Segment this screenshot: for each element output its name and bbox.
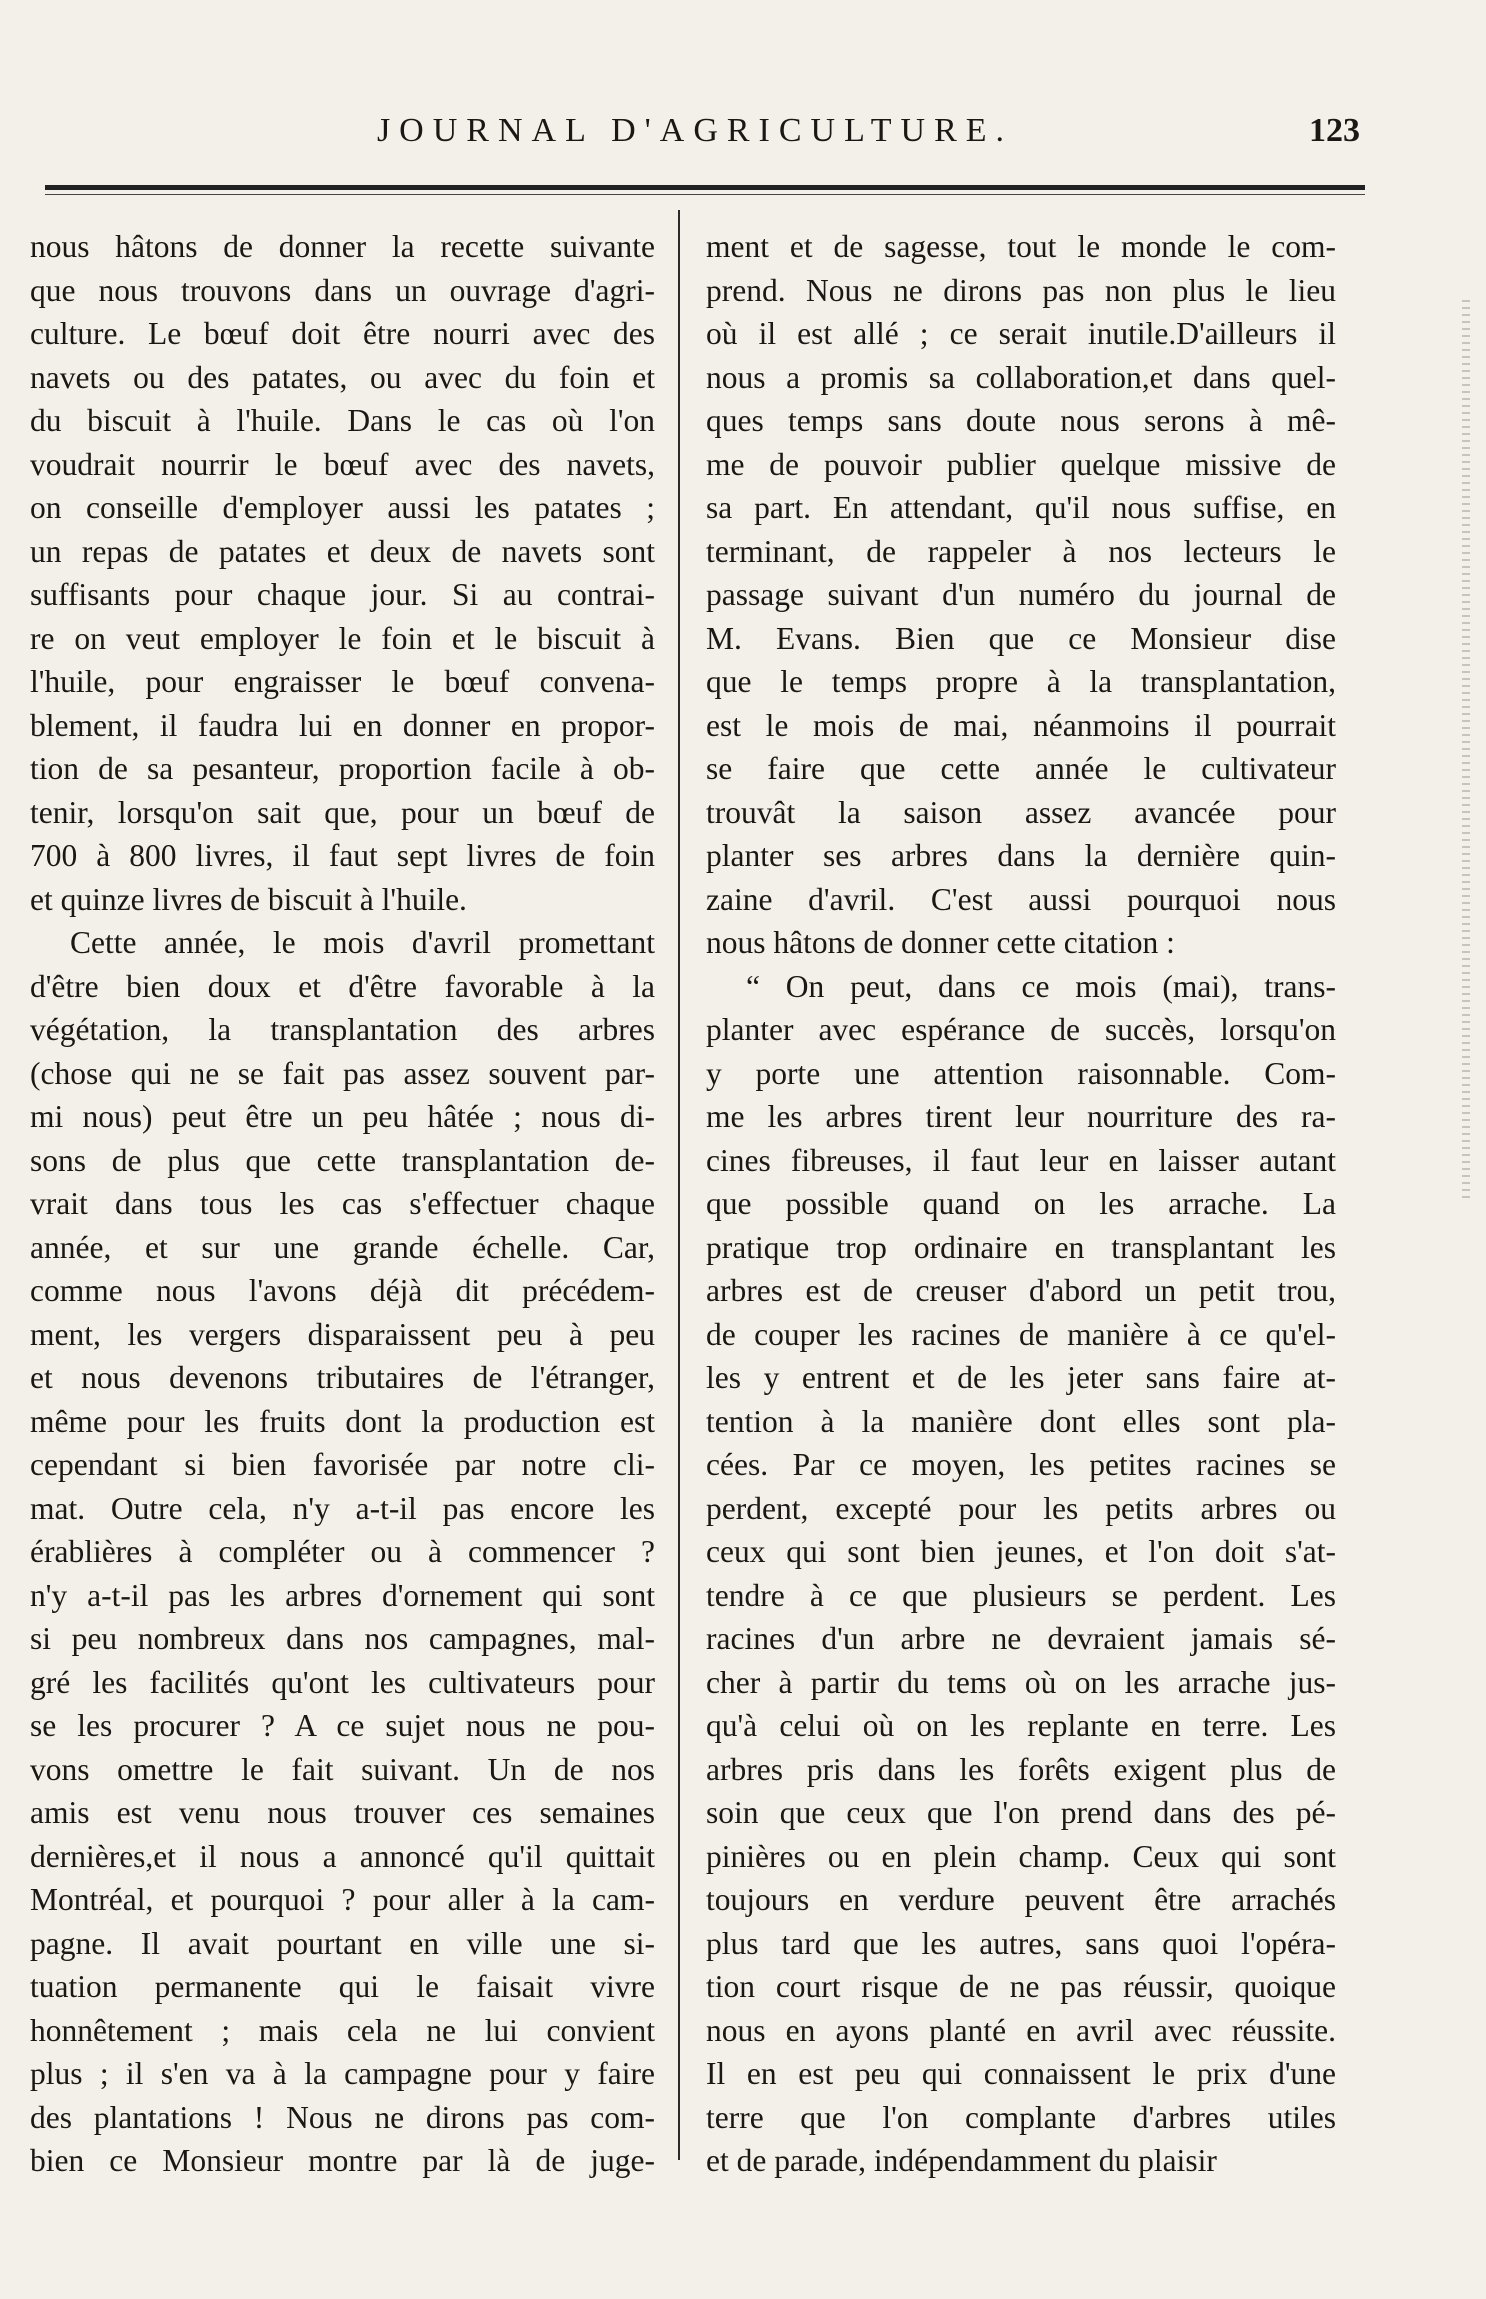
text-line: d'être bien doux et d'être favorable à la <box>30 968 655 1004</box>
text-line: ment et de sagesse, tout le monde le com- <box>706 229 1336 264</box>
text-line: prend. Nous ne dirons pas non plus le lieu <box>706 272 1336 308</box>
text-line: dernières,et il nous a annoncé qu'il quittait <box>30 1838 655 1874</box>
text-line: planter ses arbres dans la dernière quin- <box>706 838 1336 873</box>
text-line: nous en ayons planté en avril avec réussite. <box>706 2012 1336 2048</box>
text-line: terminant, de rappeler à nos lecteurs le <box>706 533 1336 569</box>
text-line: si peu nombreux dans nos campagnes, mal- <box>30 1621 655 1656</box>
text-line: ques temps sans doute nous serons à mê- <box>706 403 1336 438</box>
text-line: racines d'un arbre ne devraient jamais sé- <box>706 1621 1336 1656</box>
text-line: nous hâtons de donner la recette suivante <box>30 229 655 264</box>
left-column <box>30 225 655 2183</box>
text-line: perdent, excepté pour les petits arbres ou <box>706 1490 1336 1526</box>
text-line: vrait dans tous les cas s'effectuer chaque <box>30 1186 655 1221</box>
text-line: qu'à celui où on les replante en terre. Les <box>706 1708 1336 1743</box>
text-line: nous hâtons de donner cette citation : <box>706 925 1175 960</box>
text-line: tuation permanente qui le faisait vivre <box>30 1969 655 2004</box>
text-line: y porte une attention raisonnable. Com- <box>706 1055 1336 1091</box>
text-line: mi nous) peut être un peu hâtée ; nous di- <box>30 1099 655 1134</box>
text-line: “ On peut, dans ce mois (mai), trans- <box>746 968 1336 1004</box>
text-line: sa part. En attendant, qu'il nous suffise, en <box>706 490 1336 525</box>
text-line: amis est venu nous trouver ces semaines <box>30 1795 655 1830</box>
text-line: tention à la manière dont elles sont pla- <box>706 1403 1336 1439</box>
text-line: tenir, lorsqu'on sait que, pour un bœuf de <box>30 794 655 830</box>
text-line: me de pouvoir publier quelque missive de <box>706 446 1336 482</box>
text-line: terre que l'on complante d'arbres utiles <box>706 2099 1336 2135</box>
text-line: cines fibreuses, il faut leur en laisser autant <box>706 1142 1336 1178</box>
text-line: passage suivant d'un numéro du journal de <box>706 577 1336 612</box>
margin-bleed-marks <box>1462 300 1470 1200</box>
text-line: blement, il faudra lui en donner en propor- <box>30 707 655 743</box>
text-line: nous a promis sa collaboration,et dans quel- <box>706 359 1336 395</box>
text-line: culture. Le bœuf doit être nourri avec des <box>30 316 655 351</box>
text-line: ceux qui sont bien jeunes, et l'on doit s'at- <box>706 1534 1336 1569</box>
text-line: que possible quand on les arrache. La <box>706 1186 1336 1221</box>
text-line: cher à partir du tems où on les arrache jus- <box>706 1664 1336 1700</box>
text-line: que le temps propre à la transplantation, <box>706 664 1336 699</box>
text-line: les y entrent et de les jeter sans faire at- <box>706 1360 1336 1395</box>
text-line: vons omettre le fait suivant. Un de nos <box>30 1751 655 1787</box>
text-line: toujours en verdure peuvent être arrachés <box>706 1882 1336 1917</box>
text-line: suffisants pour chaque jour. Si au contrai- <box>30 577 655 612</box>
text-line: mat. Outre cela, n'y a-t-il pas encore les <box>30 1490 655 1526</box>
text-line: même pour les fruits dont la production est <box>30 1403 655 1439</box>
page-number: 123 <box>1309 112 1360 149</box>
text-line: plus tard que les autres, sans quoi l'opéra- <box>706 1925 1336 1961</box>
page-header <box>30 112 1360 160</box>
text-line: pinières ou en plein champ. Ceux qui sont <box>706 1838 1336 1874</box>
text-line: tion de sa pesanteur, proportion facile à ob- <box>30 751 655 786</box>
text-line: Montréal, et pourquoi ? pour aller à la cam- <box>30 1882 655 1917</box>
right-column <box>706 225 1336 2183</box>
text-line: érablières à compléter ou à commencer ? <box>30 1534 655 1569</box>
text-line: (chose qui ne se fait pas assez souvent par- <box>30 1055 655 1091</box>
text-line: n'y a-t-il pas les arbres d'ornement qui sont <box>30 1577 655 1613</box>
text-line: zaine d'avril. C'est aussi pourquoi nous <box>706 881 1336 917</box>
text-line: cées. Par ce moyen, les petites racines se <box>706 1447 1336 1482</box>
text-line: où il est allé ; ce serait inutile.D'ailleurs il <box>706 316 1336 351</box>
text-line: année, et sur une grande échelle. Car, <box>30 1229 655 1265</box>
text-line: et nous devenons tributaires de l'étranger, <box>30 1360 655 1395</box>
text-line: 700 à 800 livres, il faut sept livres de foin <box>30 838 655 873</box>
text-line: pagne. Il avait pourtant en ville une si- <box>30 1925 655 1961</box>
text-line: cependant si bien favorisée par notre cli- <box>30 1447 655 1482</box>
text-line: pratique trop ordinaire en transplantant les <box>706 1229 1336 1265</box>
text-line: Il en est peu qui connaissent le prix d'une <box>706 2056 1336 2091</box>
text-line: se les procurer ? A ce sujet nous ne pou- <box>30 1708 655 1743</box>
running-title: JOURNAL D'AGRICULTURE. <box>376 112 1014 149</box>
text-line: Cette année, le mois d'avril promettant <box>70 925 655 960</box>
text-line: gré les facilités qu'ont les cultivateurs pour <box>30 1664 655 1700</box>
text-line: trouvât la saison assez avancée pour <box>706 794 1336 830</box>
text-line: des plantations ! Nous ne dirons pas com- <box>30 2099 655 2135</box>
text-line: on conseille d'employer aussi les patates ; <box>30 490 655 525</box>
header-rule-thin <box>45 194 1365 195</box>
text-line: sons de plus que cette transplantation de- <box>30 1142 655 1178</box>
text-line: voudrait nourrir le bœuf avec des navets, <box>30 446 655 482</box>
text-line: tendre à ce que plusieurs se perdent. Les <box>706 1577 1336 1613</box>
text-line: ment, les vergers disparaissent peu à peu <box>30 1316 655 1352</box>
text-line: soin que ceux que l'on prend dans des pé- <box>706 1795 1336 1830</box>
text-line: comme nous l'avons déjà dit précédem- <box>30 1273 655 1308</box>
text-line: plus ; il s'en va à la campagne pour y faire <box>30 2056 655 2091</box>
text-line: planter avec espérance de succès, lorsqu'on <box>706 1012 1336 1047</box>
text-line: tion court risque de ne pas réussir, quoique <box>706 1969 1336 2004</box>
text-line: un repas de patates et deux de navets sont <box>30 533 655 569</box>
text-line: de couper les racines de manière à ce qu'el- <box>706 1316 1336 1352</box>
text-line: et quinze livres de biscuit à l'huile. <box>30 881 467 917</box>
text-line: M. Evans. Bien que ce Monsieur dise <box>706 620 1336 656</box>
text-line: et de parade, indépendamment du plaisir <box>706 2143 1217 2178</box>
text-line: navets ou des patates, ou avec du foin et <box>30 359 655 395</box>
text-line: l'huile, pour engraisser le bœuf convena- <box>30 664 655 699</box>
text-line: arbres pris dans les forêts exigent plus de <box>706 1751 1336 1787</box>
text-line: du biscuit à l'huile. Dans le cas où l'on <box>30 403 655 438</box>
column-divider <box>678 210 680 2160</box>
text-line: arbres est de creuser d'abord un petit trou, <box>706 1273 1336 1308</box>
header-rule <box>45 185 1365 190</box>
text-line: que nous trouvons dans un ouvrage d'agri- <box>30 272 655 308</box>
text-line: se faire que cette année le cultivateur <box>706 751 1336 786</box>
text-line: honnêtement ; mais cela ne lui convient <box>30 2012 655 2048</box>
text-line: végétation, la transplantation des arbres <box>30 1012 655 1047</box>
text-line: me les arbres tirent leur nourriture des ra- <box>706 1099 1336 1134</box>
text-line: est le mois de mai, néanmoins il pourrait <box>706 707 1336 743</box>
text-line: re on veut employer le foin et le biscuit à <box>30 620 655 656</box>
text-line: bien ce Monsieur montre par là de juge- <box>30 2143 655 2178</box>
